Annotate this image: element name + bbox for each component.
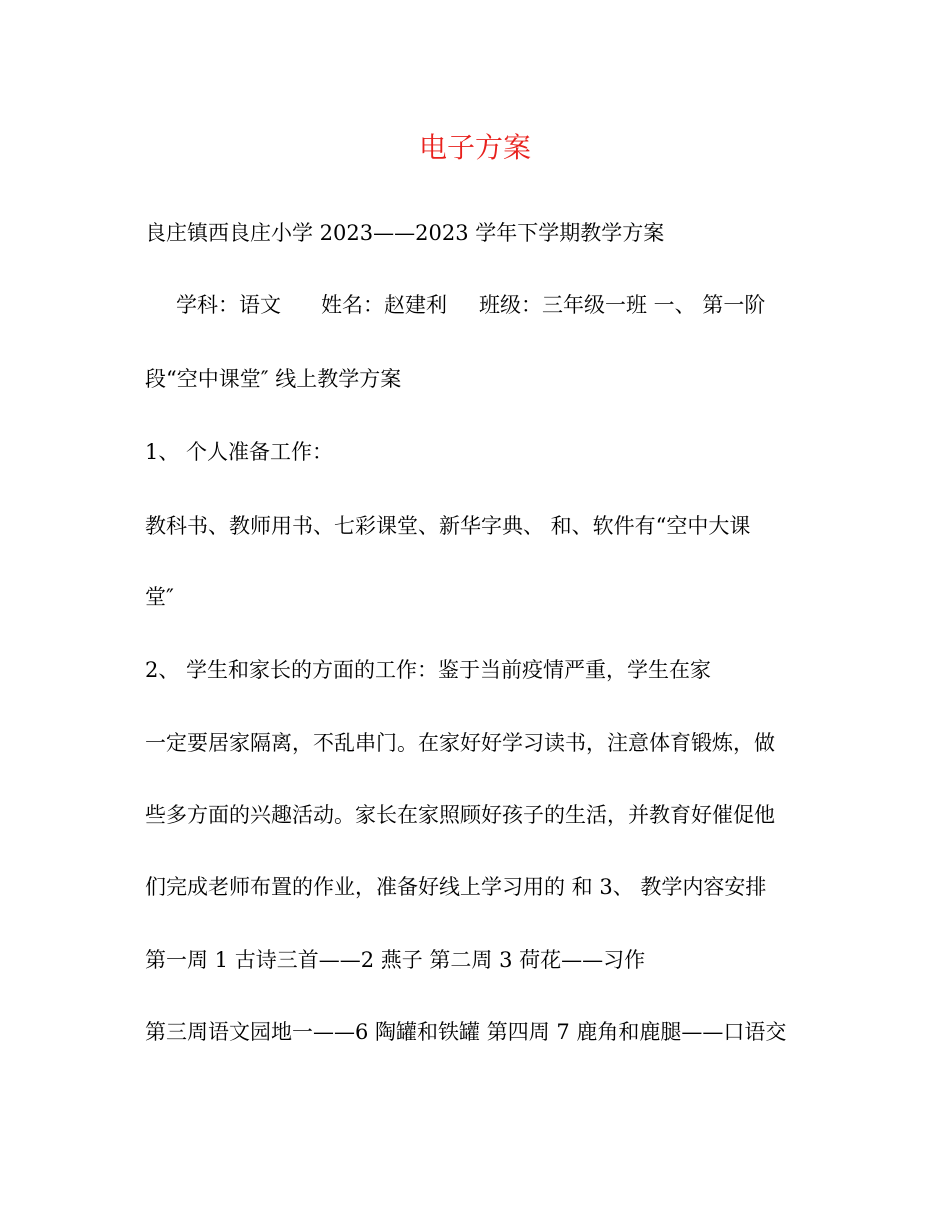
subject-field: 学科：语文 <box>176 293 281 317</box>
body-line: 堂″ <box>145 585 174 609</box>
info-line <box>176 290 806 320</box>
body-line: 第一周 1 古诗三首——2 燕子 第二周 3 荷花——习作 <box>145 948 646 972</box>
class-field: 班级：三年级一班 一、 第一阶 <box>479 293 766 317</box>
teacher-name-field: 姓名：赵建利 <box>321 293 447 317</box>
body-line: 2、 学生和家长的方面的工作：鉴于当前疫情严重，学生在家 <box>145 658 712 682</box>
body-line: 教科书、教师用书、七彩课堂、新华字典、 和、软件有“空中大课 <box>145 514 751 538</box>
document-title: 电子方案 <box>418 131 531 164</box>
body-line: 1、 个人准备工作： <box>145 440 334 464</box>
body-line: 些多方面的兴趣活动。家长在家照顾好孩子的生活，并教育好催促他 <box>145 803 775 827</box>
body-line: 一定要居家隔离，不乱串门。在家好好学习读书，注意体育锻炼，做 <box>145 731 775 755</box>
body-line: 段“空中课堂″ 线上教学方案 <box>145 367 402 391</box>
subtitle-line: 良庄镇西良庄小学 2023——2023 学年下学期教学方案 <box>145 221 665 245</box>
body-line: 第三周语文园地一——6 陶罐和铁罐 第四周 7 鹿角和鹿腿——口语交 <box>145 1020 787 1044</box>
body-line: 们完成老师布置的作业，准备好线上学习用的 和 3、 教学内容安排 <box>145 875 767 899</box>
